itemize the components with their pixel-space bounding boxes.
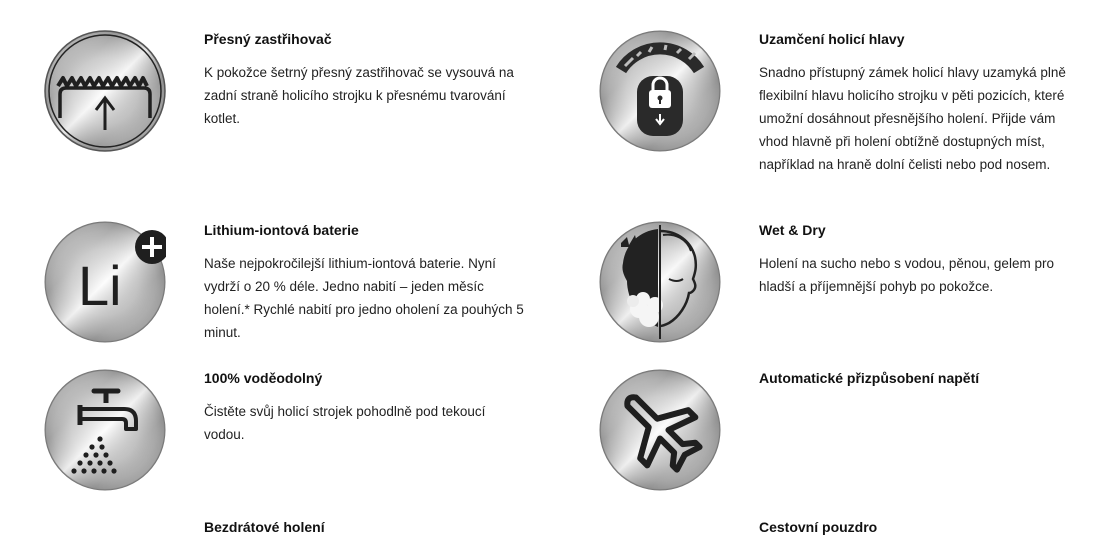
feature-title: Přesný zastřihovač — [204, 31, 332, 47]
feature-title: 100% voděodolný — [204, 370, 323, 386]
feature-text — [204, 369, 524, 446]
feature-text — [759, 369, 1074, 400]
feature-text — [759, 30, 1074, 176]
water-tap-icon — [44, 369, 166, 491]
feature-title: Wet & Dry — [759, 222, 826, 238]
feature-title: Automatické přizpůsobení napětí — [759, 370, 980, 386]
feature-description: Čistěte svůj holicí strojek pohodlně pod tekoucí vodou. — [204, 404, 486, 442]
precision-trimmer-icon — [44, 30, 166, 152]
feature-title: Bezdrátové holení — [204, 519, 325, 535]
wet-dry-face-icon — [599, 221, 721, 343]
feature-title: Cestovní pouzdro — [759, 519, 878, 535]
feature-description: Snadno přístupný zámek holicí hlavy uzamyká plně flexibilní hlavu holicího strojku v pěti pozicích, které umožní dosáhnout přesnějšího holení. Přijde vám vhod hlavně při holení obtížně dostupných míst, například na hraně dolní čelisti nebo pod nosem. — [759, 65, 1066, 172]
feature-text — [759, 221, 1074, 298]
airplane-icon — [599, 369, 721, 491]
feature-title: Uzamčení holicí hlavy — [759, 31, 905, 47]
lithium-symbol: Li — [78, 254, 122, 317]
feature-description: Holení na sucho nebo s vodou, pěnou, gelem pro hladší a příjemnější pohyb po pokožce. — [759, 256, 1054, 294]
head-lock-icon — [599, 30, 721, 152]
feature-description: Naše nejpokročilejší lithium-iontová baterie. Nyní vydrží o 20 % déle. Jedno nabití – jeden měsíc holení.* Rychlé nabití pro jedno oholení za pouhých 5 minut. — [204, 256, 524, 340]
feature-text — [204, 518, 524, 549]
lithium-battery-icon — [44, 221, 166, 343]
feature-text — [759, 518, 1074, 549]
feature-description: K pokožce šetrný přesný zastřihovač se vysouvá na zadní straně holicího strojku k přesnému tvarování kotlet. — [204, 65, 514, 126]
feature-text — [204, 30, 524, 130]
feature-text — [204, 221, 524, 344]
feature-title: Lithium-iontová baterie — [204, 222, 359, 238]
